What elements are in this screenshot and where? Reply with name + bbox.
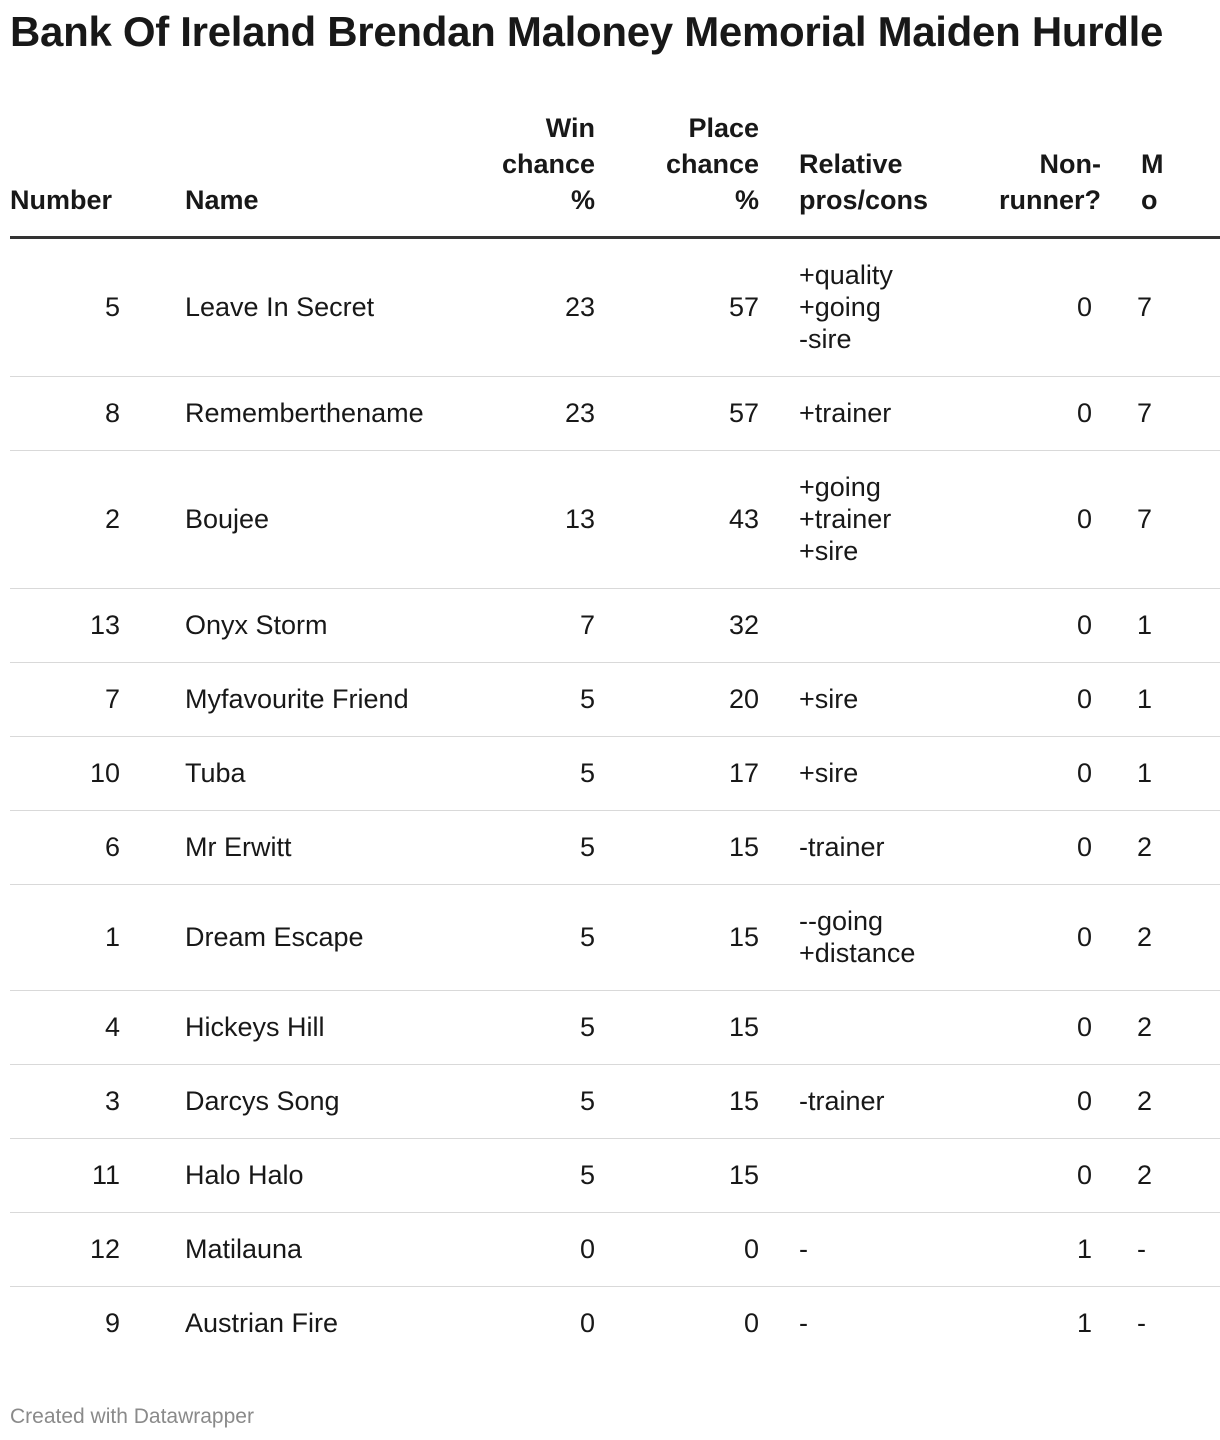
header-more-line-2: o xyxy=(1141,185,1158,215)
table-row xyxy=(10,238,1220,377)
cell-name: Hickeys Hill xyxy=(185,991,455,1065)
cell-place-chance: 17 xyxy=(595,737,759,811)
table-row xyxy=(10,811,1220,885)
cell-number: 5 xyxy=(10,238,185,377)
data-table-container xyxy=(10,110,1220,1360)
header-relative-pros-cons[interactable] xyxy=(759,110,949,238)
cell-win-chance: 5 xyxy=(455,1139,595,1213)
cell-name: Boujee xyxy=(185,451,455,589)
header-win-line-1: Win xyxy=(545,113,595,143)
cell-relative-pros-cons xyxy=(759,991,949,1065)
cell-more-odds: 2 xyxy=(1101,885,1220,991)
cell-more-odds: 2 xyxy=(1101,1065,1220,1139)
cell-win-chance: 13 xyxy=(455,451,595,589)
header-number[interactable]: Number xyxy=(10,110,185,238)
cell-non-runner: 0 xyxy=(949,238,1101,377)
cell-more-odds: 7 xyxy=(1101,377,1220,451)
table-row xyxy=(10,991,1220,1065)
cell-more-odds: 7 xyxy=(1101,238,1220,377)
table-row xyxy=(10,1213,1220,1287)
cell-more-odds: 2 xyxy=(1101,1139,1220,1213)
cell-name: Mr Erwitt xyxy=(185,811,455,885)
datawrapper-credit[interactable]: Created with Datawrapper xyxy=(10,1405,254,1428)
cell-non-runner: 1 xyxy=(949,1213,1101,1287)
cell-non-runner: 0 xyxy=(949,1065,1101,1139)
cell-win-chance: 23 xyxy=(455,238,595,377)
cell-relative-pros-cons xyxy=(759,589,949,663)
cell-name: Onyx Storm xyxy=(185,589,455,663)
cell-name: Dream Escape xyxy=(185,885,455,991)
cell-name: Darcys Song xyxy=(185,1065,455,1139)
table-row xyxy=(10,1139,1220,1213)
header-win-chance[interactable] xyxy=(455,110,595,238)
cell-more-odds: 2 xyxy=(1101,811,1220,885)
cell-more-odds: 1 xyxy=(1101,589,1220,663)
cell-number: 11 xyxy=(10,1139,185,1213)
table-row xyxy=(10,663,1220,737)
cell-place-chance: 15 xyxy=(595,991,759,1065)
cell-relative-pros-cons: +going +trainer +sire xyxy=(759,451,949,589)
cell-more-odds: 7 xyxy=(1101,451,1220,589)
cell-place-chance: 57 xyxy=(595,238,759,377)
cell-place-chance: 15 xyxy=(595,811,759,885)
cell-number: 1 xyxy=(10,885,185,991)
cell-non-runner: 0 xyxy=(949,885,1101,991)
header-non-runner[interactable] xyxy=(949,110,1101,238)
cell-more-odds: 2 xyxy=(1101,991,1220,1065)
table-row xyxy=(10,737,1220,811)
cell-non-runner: 1 xyxy=(1076,1308,1092,1338)
cell-place-chance: 32 xyxy=(595,589,759,663)
cell-relative-pros-cons: -trainer xyxy=(759,811,949,885)
cell-win-chance: 5 xyxy=(455,737,595,811)
table-body xyxy=(10,238,1220,1361)
cell-number: 7 xyxy=(10,663,185,737)
header-place-line-1: Place xyxy=(688,113,759,143)
cell-place-chance: 57 xyxy=(595,377,759,451)
cell-number: 10 xyxy=(10,737,185,811)
cell-win-chance: 5 xyxy=(455,663,595,737)
cell-name: Matilauna xyxy=(185,1213,455,1287)
cell-relative-pros-cons: --going +distance xyxy=(759,885,949,991)
cell-non-runner: 0 xyxy=(949,451,1101,589)
cell-relative-pros-cons: +sire xyxy=(759,663,949,737)
cell-non-runner: 0 xyxy=(949,1139,1101,1213)
cell-name: Halo Halo xyxy=(185,1139,455,1213)
cell-place-chance: 0 xyxy=(743,1308,759,1338)
cell-relative-pros-cons: - xyxy=(759,1213,949,1287)
cell-non-runner: 0 xyxy=(949,737,1101,811)
cell-win-chance: 7 xyxy=(455,589,595,663)
cell-non-runner: 0 xyxy=(949,991,1101,1065)
cell-win-chance: 0 xyxy=(455,1213,595,1287)
cell-more-odds: 1 xyxy=(1101,663,1220,737)
runners-table xyxy=(10,110,1220,1360)
cell-relative-pros-cons: - xyxy=(799,1308,808,1338)
cell-win-chance: 5 xyxy=(455,1065,595,1139)
header-place-line-3: % xyxy=(734,185,759,215)
cell-place-chance: 15 xyxy=(595,1139,759,1213)
header-nr-line-2: runner? xyxy=(998,185,1101,215)
cell-name: Leave In Secret xyxy=(185,238,455,377)
cell-win-chance: 5 xyxy=(455,885,595,991)
cell-place-chance: 20 xyxy=(595,663,759,737)
cell-win-chance: 5 xyxy=(455,991,595,1065)
cell-more-odds: - xyxy=(1101,1213,1220,1287)
cell-relative-pros-cons: +quality +going -sire xyxy=(759,238,949,377)
cell-name: Rememberthename xyxy=(185,377,455,451)
cell-non-runner: 0 xyxy=(949,589,1101,663)
cell-win-chance: 0 xyxy=(579,1308,595,1338)
cell-relative-pros-cons: -trainer xyxy=(759,1065,949,1139)
cell-relative-pros-cons: +sire xyxy=(759,737,949,811)
header-win-line-2: chance xyxy=(501,149,595,179)
table-row xyxy=(10,1287,1220,1361)
table-header-row xyxy=(10,110,1220,238)
header-place-chance[interactable] xyxy=(595,110,759,238)
cell-number: 2 xyxy=(10,451,185,589)
header-win-line-3: % xyxy=(570,185,595,215)
cell-place-chance: 0 xyxy=(595,1213,759,1287)
header-nr-line-1: Non- xyxy=(1039,149,1101,179)
cell-number: 3 xyxy=(10,1065,185,1139)
page-title: Bank Of Ireland Brendan Maloney Memorial Maiden Hurdle xyxy=(10,8,1164,55)
cell-number: 4 xyxy=(10,991,185,1065)
table-row xyxy=(10,885,1220,991)
cell-name: Tuba xyxy=(185,737,455,811)
header-more-odds[interactable] xyxy=(1101,110,1220,238)
table-row xyxy=(10,589,1220,663)
cell-win-chance: 5 xyxy=(455,811,595,885)
cell-place-chance: 43 xyxy=(595,451,759,589)
cell-name: Austrian Fire xyxy=(185,1308,339,1338)
cell-relative-pros-cons: +trainer xyxy=(759,377,949,451)
cell-number: 8 xyxy=(10,377,185,451)
cell-number: 13 xyxy=(10,589,185,663)
header-rel-line-2: pros/cons xyxy=(799,185,929,215)
header-place-line-2: chance xyxy=(665,149,759,179)
cell-more-odds: 1 xyxy=(1101,737,1220,811)
cell-non-runner: 0 xyxy=(949,377,1101,451)
cell-non-runner: 0 xyxy=(949,811,1101,885)
cell-more-odds: - xyxy=(1137,1308,1146,1338)
cell-place-chance: 15 xyxy=(595,1065,759,1139)
cell-place-chance: 15 xyxy=(595,885,759,991)
table-row xyxy=(10,451,1220,589)
cell-number: 12 xyxy=(10,1213,185,1287)
cell-number: 6 xyxy=(10,811,185,885)
cell-number: 9 xyxy=(104,1308,120,1338)
cell-relative-pros-cons xyxy=(759,1139,949,1213)
table-row xyxy=(10,1065,1220,1139)
cell-non-runner: 0 xyxy=(949,663,1101,737)
header-rel-line-1: Relative xyxy=(799,149,903,179)
cell-win-chance: 23 xyxy=(455,377,595,451)
table-row xyxy=(10,377,1220,451)
header-name[interactable]: Name xyxy=(185,110,455,238)
cell-name: Myfavourite Friend xyxy=(185,663,455,737)
header-more-line-1: M xyxy=(1141,149,1164,179)
